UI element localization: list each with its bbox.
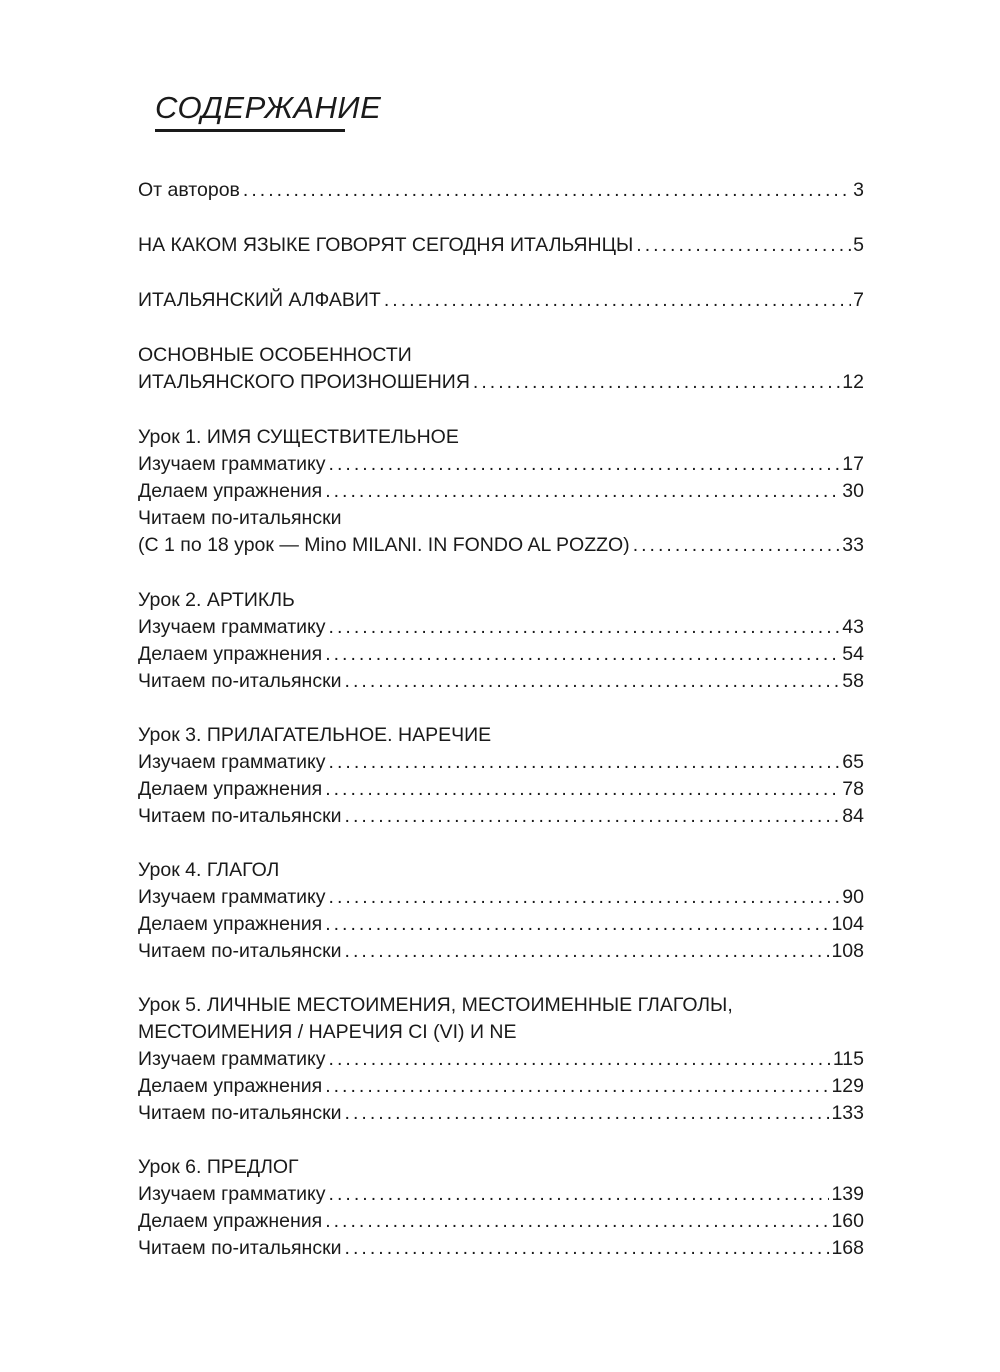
toc-entry [138,451,864,477]
toc-page-number: 3 [853,179,864,201]
toc-entry-title: Делаем упражнения [138,1210,323,1232]
toc-entry [138,992,864,1018]
toc-page-number: 160 [831,1210,864,1232]
dot-leader [345,1235,830,1261]
toc-entry [138,1154,864,1180]
dot-leader [329,749,841,775]
toc-page-number: 129 [831,1075,864,1097]
toc-entry-title: Делаем упражнения [138,778,323,800]
toc-page-number: 115 [832,1048,864,1070]
toc-entry [138,722,864,748]
toc-page-number: 30 [842,480,864,502]
toc-entry [138,803,864,829]
toc-entry-title: Делаем упражнения [138,643,323,665]
toc-entry [138,478,864,504]
toc-entry-title: ИТАЛЬЯНСКИЙ АЛФАВИТ [138,289,381,311]
toc-entry-title: От авторов [138,179,240,201]
toc-entry [138,342,864,368]
toc-entry [138,369,864,395]
toc-entry-title: Читаем по-итальянски [138,670,342,692]
dot-leader [325,478,840,504]
toc-entry-title: Изучаем грамматику [138,616,326,638]
toc-entry [138,1019,864,1045]
toc-entry [138,884,864,910]
dot-leader [345,938,830,964]
dot-leader [345,668,841,694]
title-underline [155,129,345,132]
toc-entry-title: Делаем упражнения [138,480,323,502]
toc-page-number: 5 [853,234,864,256]
toc-entry [138,287,864,313]
toc-entry-title: Читаем по-итальянски [138,805,342,827]
dot-leader [329,614,841,640]
toc-entry [138,1208,864,1234]
toc-entry [138,177,864,203]
toc-entry-title: Читаем по-итальянски [138,940,342,962]
toc-entry-title: МЕСТОИМЕНИЯ / НАРЕЧИЯ CI (VI) И NE [138,1021,517,1043]
toc-entry [138,938,864,964]
toc-page-number: 33 [842,534,864,556]
toc-entry-title: Делаем упражнения [138,1075,323,1097]
toc-page-number: 104 [831,913,864,935]
toc-entry-title: Урок 6. ПРЕДЛОГ [138,1156,299,1178]
toc-page-number: 108 [831,940,864,962]
toc-entry [138,911,864,937]
toc-page-number: 17 [842,453,864,475]
toc-entry-title: Урок 3. ПРИЛАГАТЕЛЬНОЕ. НАРЕЧИЕ [138,724,492,746]
page-title: СОДЕРЖАНИЕ [155,90,382,125]
dot-leader [636,232,851,258]
dot-leader [329,1181,830,1207]
toc-page-number: 90 [842,886,864,908]
dot-leader [345,803,841,829]
dot-leader [473,369,840,395]
toc-entry-title: Изучаем грамматику [138,1183,326,1205]
toc-entry [138,641,864,667]
toc-entry-title: НА КАКОМ ЯЗЫКЕ ГОВОРЯТ СЕГОДНЯ ИТАЛЬЯНЦЫ [138,234,634,256]
toc-entry-title: Изучаем грамматику [138,751,326,773]
toc-page-number: 43 [842,616,864,638]
toc-entry [138,1235,864,1261]
dot-leader [325,776,840,802]
toc-page-number: 168 [831,1237,864,1259]
dot-leader [329,884,841,910]
toc-entry-title: Урок 4. ГЛАГОЛ [138,859,280,881]
dot-leader [243,177,851,203]
dot-leader [384,287,851,313]
toc-entry [138,1181,864,1207]
toc-entry-title: Читаем по-итальянски [138,1237,342,1259]
toc-page-number: 7 [853,289,864,311]
dot-leader [345,1100,830,1126]
dot-leader [329,451,841,477]
toc-entry-title: Читаем по-итальянски [138,1102,342,1124]
toc-entry-title: Изучаем грамматику [138,453,326,475]
dot-leader [325,911,829,937]
toc-entry-title: Урок 1. ИМЯ СУЩЕСТВИТЕЛЬНОЕ [138,426,459,448]
dot-leader [633,532,841,558]
toc-entry [138,857,864,883]
toc-entry [138,668,864,694]
toc-entry [138,614,864,640]
toc-entry [138,532,864,558]
dot-leader [325,1208,829,1234]
toc-page-number: 65 [842,751,864,773]
toc-entry-title: (С 1 по 18 урок — Mino MILANI. IN FONDO AL POZZO) [138,534,630,556]
toc-entry-title: Делаем упражнения [138,913,323,935]
toc-entry [138,232,864,258]
dot-leader [325,1073,829,1099]
toc-entry-title: Урок 5. ЛИЧНЫЕ МЕСТОИМЕНИЯ, МЕСТОИМЕННЫЕ ГЛАГОЛЫ, [138,994,733,1016]
toc-page-number: 133 [831,1102,864,1124]
toc-entry-title: Изучаем грамматику [138,886,326,908]
toc-entry-title: Читаем по-итальянски [138,507,342,529]
toc-entry-title: ИТАЛЬЯНСКОГО ПРОИЗНОШЕНИЯ [138,371,470,393]
toc-entry-title: Урок 2. АРТИКЛЬ [138,589,295,611]
toc-entry-title: ОСНОВНЫЕ ОСОБЕННОСТИ [138,344,412,366]
toc-page-number: 54 [842,643,864,665]
toc-entry [138,1046,864,1072]
toc-entry [138,424,864,450]
toc-page-number: 58 [842,670,864,692]
toc-page-number: 139 [831,1183,864,1205]
toc-page-number: 78 [842,778,864,800]
toc-entry [138,1073,864,1099]
toc-page-number: 84 [842,805,864,827]
toc-entry-title: Изучаем грамматику [138,1048,326,1070]
toc-page-number: 12 [842,371,864,393]
toc-entry [138,505,864,531]
toc-entry [138,1100,864,1126]
dot-leader [325,641,840,667]
dot-leader [329,1046,831,1072]
toc-entry [138,749,864,775]
toc-entry [138,776,864,802]
toc-entry [138,587,864,613]
